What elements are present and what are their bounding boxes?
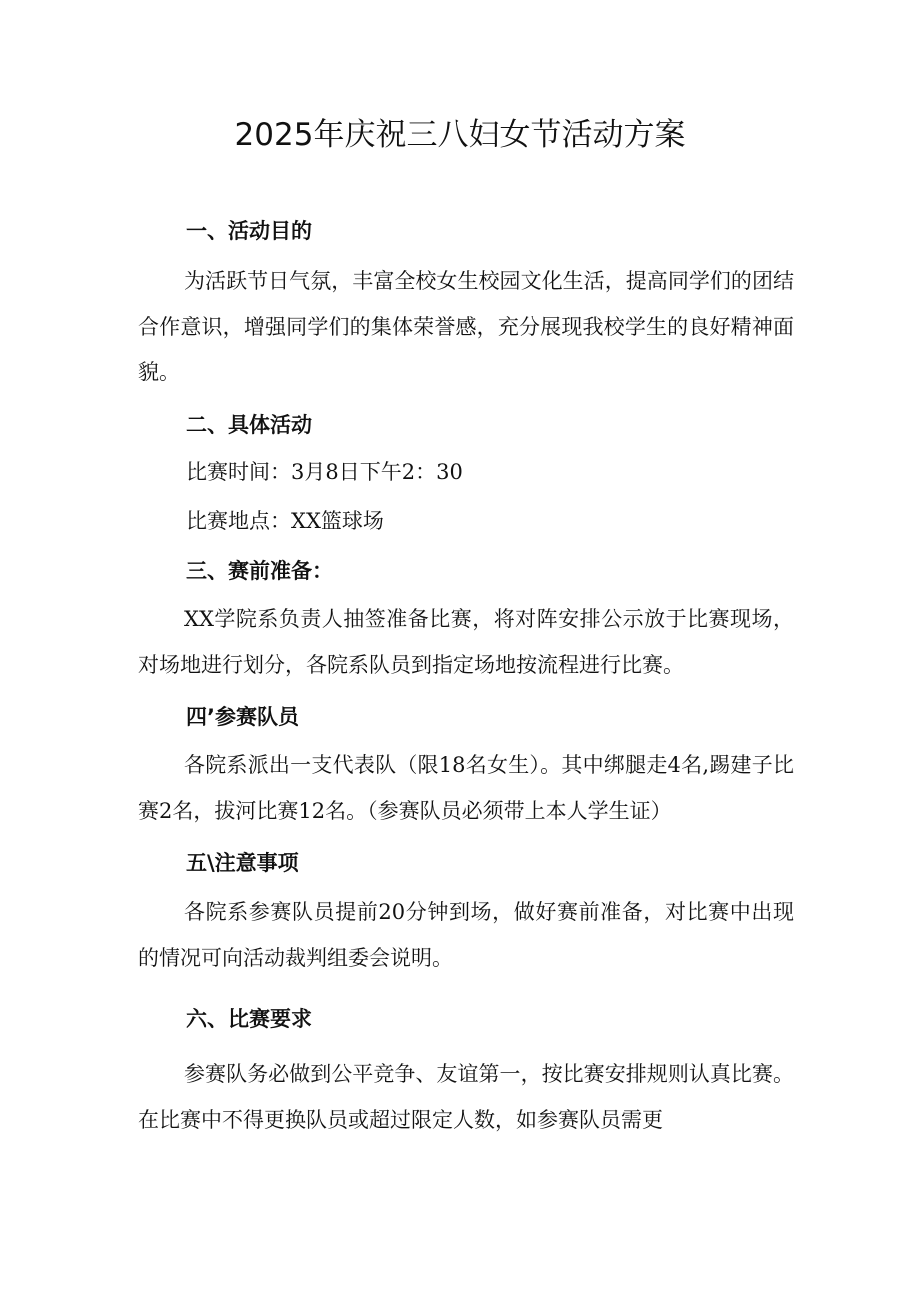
section-heading-participants: 四’参赛队员 <box>186 705 299 729</box>
section-paragraph-participants: 各院系派出一支代表队（限18名女生）。其中绑腿走4名,踢建子比赛2名，拔河比赛12名。（参赛队员必须带上本人学生证） <box>138 753 794 823</box>
document-title: 2025年庆祝三八妇女节活动方案 <box>234 117 686 153</box>
section-heading-purpose: 一、活动目的 <box>186 219 312 243</box>
section-paragraph-preparation: XX学院系负责人抽签准备比赛，将对阵安排公示放于比赛现场，对场地进行划分，各院系队员到指定场地按流程进行比赛。 <box>138 607 794 677</box>
section-paragraph-requirements: 参赛队务必做到公平竞争、友谊第一，按比赛安排规则认真比赛。在比赛中不得更换队员或超过限定人数，如参赛队员需更 <box>138 1062 794 1132</box>
competition-time: 比赛时间：3月8日下午2：30 <box>186 460 463 484</box>
competition-location: 比赛地点：XX篮球场 <box>186 509 384 533</box>
section-heading-requirements: 六、比赛要求 <box>186 1007 312 1031</box>
section-heading-notes: 五\注意事项 <box>186 851 299 875</box>
section-paragraph-notes: 各院系参赛队员提前20分钟到场，做好赛前准备，对比赛中出现的情况可向活动裁判组委会说明。 <box>138 900 794 970</box>
section-paragraph-purpose: 为活跃节日气氛，丰富全校女生校园文化生活，提高同学们的团结合作意识，增强同学们的集体荣誉感，充分展现我校学生的良好精神面貌。 <box>138 269 794 384</box>
section-heading-preparation: 三、赛前准备： <box>186 559 333 583</box>
section-heading-activities: 二、具体活动 <box>186 413 312 437</box>
